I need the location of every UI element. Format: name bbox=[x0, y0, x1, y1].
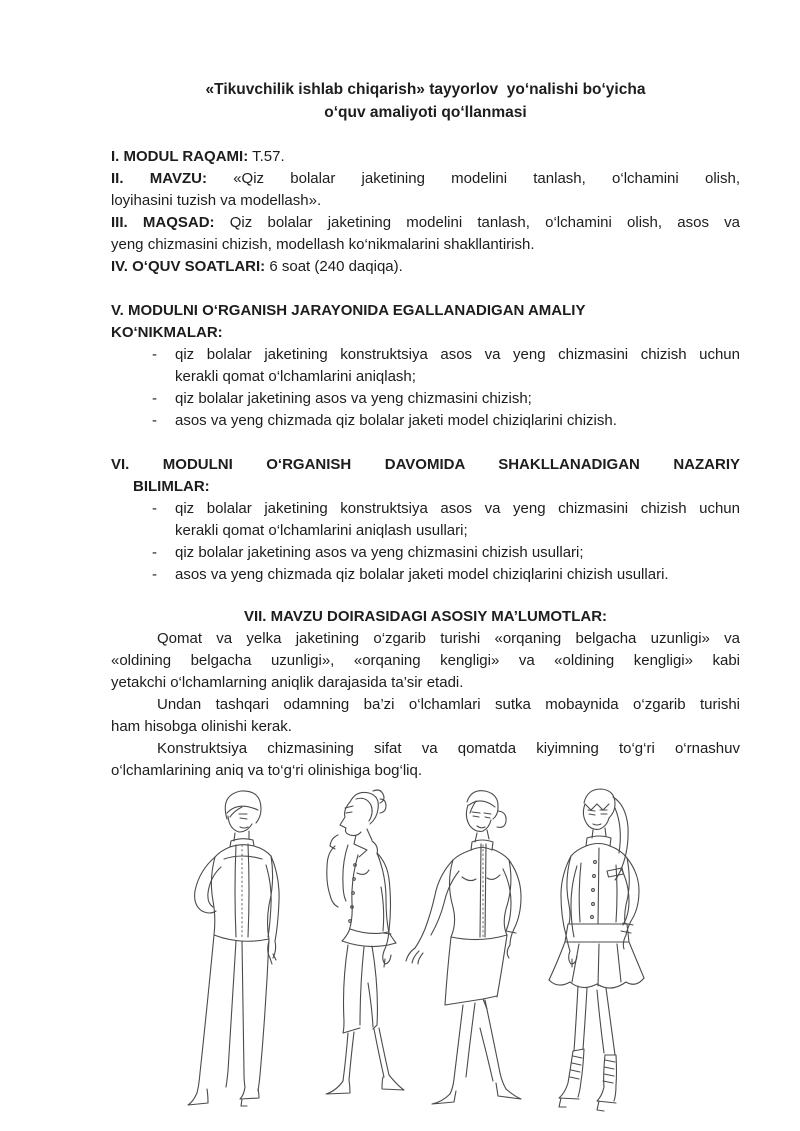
oquv-soatlari-line bbox=[111, 256, 740, 278]
page-title-line1: «Tikuvchilik ishlab chiqarish» tayyorlov yo‘nalishi bo‘yicha bbox=[205, 81, 646, 98]
paragraph-line: Qomat va yelka jaketining o‘zgarib turishi «orqaning belgacha uzunligi» va bbox=[157, 630, 740, 647]
mavzu-line2: loyihasini tuzish va modellash». bbox=[111, 192, 322, 209]
section-vi-heading bbox=[111, 454, 740, 498]
maqsad-text1: Qiz bolalar jaketining modelini tanlash, o‘lchamini olish, asos va bbox=[229, 214, 740, 231]
bullet-dash: - bbox=[152, 390, 157, 407]
list-item bbox=[111, 344, 740, 388]
paragraph-line: ham hisobga olinishi kerak. bbox=[111, 718, 292, 735]
list-item-text: qiz bolalar jaketining asos va yeng chizmasini chizish; bbox=[175, 390, 532, 407]
list-item-text bbox=[175, 498, 740, 542]
oquv-soatlari-label: IV. O‘QUV SOATLARI: bbox=[111, 258, 266, 275]
paragraph-line: yetakchi o‘lchamlarning aniqlik darajasida ta’sir etadi. bbox=[111, 674, 464, 691]
module-raqami-label: I. MODUL RAQAMI: bbox=[111, 148, 249, 165]
mavzu-line1 bbox=[111, 168, 740, 190]
mavzu-text1: «Qiz bolalar jaketining modelini tanlash, o‘lchamini olish, bbox=[233, 170, 740, 187]
list-item bbox=[111, 542, 740, 564]
list-item-text: qiz bolalar jaketining asos va yeng chizmasini chizish usullari; bbox=[175, 544, 584, 561]
bullet-dash: - bbox=[152, 412, 157, 429]
oquv-soatlari-value: 6 soat (240 daqiqa). bbox=[269, 258, 403, 275]
page-title-line2: o‘quv amaliyoti qo‘llanmasi bbox=[324, 104, 527, 121]
list-item bbox=[111, 564, 740, 586]
fashion-figure-capri-sketch bbox=[326, 790, 404, 1094]
module-raqami-line bbox=[111, 146, 740, 168]
list-item-line: qiz bolalar jaketining konstruktsiya asos va yeng chizmasini chizish uchun bbox=[175, 500, 740, 517]
page-title bbox=[111, 78, 740, 124]
fashion-figure-flared-skirt-sketch bbox=[549, 789, 644, 1111]
section-v bbox=[111, 300, 740, 432]
list-item-line: kerakli qomat o‘lchamlarini aniqlash usullari; bbox=[175, 522, 468, 539]
section-vi-list bbox=[111, 498, 740, 586]
jacket-models-illustration bbox=[180, 783, 670, 1118]
module-info-block bbox=[111, 146, 740, 278]
fashion-figure-trousers-sketch bbox=[188, 791, 279, 1106]
paragraph-line: Undan tashqari odamning ba’zi o‘lchamlari sutka mobaynida o‘zgarib turishi bbox=[157, 696, 740, 713]
paragraph-line: Konstruktsiya chizmasining sifat va qomatda kiyimning to‘g‘ri o‘rnashuv bbox=[157, 740, 740, 757]
list-item-text: asos va yeng chizmada qiz bolalar jaketi model chiziqlarini chizish usullari. bbox=[175, 566, 669, 583]
document-content bbox=[111, 0, 740, 782]
bullet-dash: - bbox=[152, 500, 157, 517]
maqsad-line1 bbox=[111, 212, 740, 234]
bullet-dash: - bbox=[152, 346, 157, 363]
section-vii-heading: VII. MAVZU DOIRASIDAGI ASOSIY MA’LUMOTLAR: bbox=[243, 608, 608, 625]
list-item-text bbox=[175, 344, 740, 388]
list-item-line: kerakli qomat o‘lchamlarini aniqlash; bbox=[175, 368, 416, 385]
section-vi-heading-line2: BILIMLAR: bbox=[133, 478, 210, 495]
section-vii-paragraph-2 bbox=[111, 694, 740, 738]
section-v-heading-line2: KO‘NIKMALAR: bbox=[111, 324, 223, 341]
paragraph-line: «oldining belgacha uzunligi», «orqaning kengligi» va «oldining kengligi» kabi bbox=[111, 652, 740, 669]
mavzu-label: II. MAVZU: bbox=[111, 170, 207, 187]
maqsad-label: III. MAQSAD: bbox=[111, 214, 215, 231]
bullet-dash: - bbox=[152, 544, 157, 561]
section-v-heading bbox=[111, 300, 740, 344]
section-v-list bbox=[111, 344, 740, 432]
section-vii-paragraph-3 bbox=[111, 738, 740, 782]
list-item-text: asos va yeng chizmada qiz bolalar jaketi model chiziqlarini chizish. bbox=[175, 412, 617, 429]
section-v-heading-line1: V. MODULNI O‘RGANISH JARAYONIDA EGALLANADIGAN AMALIY bbox=[111, 302, 586, 319]
list-item bbox=[111, 388, 740, 410]
list-item bbox=[111, 410, 740, 432]
list-item bbox=[111, 498, 740, 542]
section-vii-paragraph-1 bbox=[111, 628, 740, 694]
paragraph-line: o‘lchamlarining aniq va to‘g‘ri olinishiga bog‘liq. bbox=[111, 762, 423, 779]
list-item-line: qiz bolalar jaketining konstruktsiya asos va yeng chizmasini chizish uchun bbox=[175, 346, 740, 363]
bullet-dash: - bbox=[152, 566, 157, 583]
section-vi-heading-line1: VI. MODULNI O‘RGANISH DAVOMIDA SHAKLLANADIGAN NAZARIY bbox=[111, 456, 740, 473]
module-raqami-value: T.57. bbox=[252, 148, 285, 165]
section-vi bbox=[111, 454, 740, 586]
maqsad-line2: yeng chizmasini chizish, modellash ko‘nikmalarini shakllantirish. bbox=[111, 236, 535, 253]
fashion-figure-pencil-skirt-sketch bbox=[406, 791, 521, 1104]
